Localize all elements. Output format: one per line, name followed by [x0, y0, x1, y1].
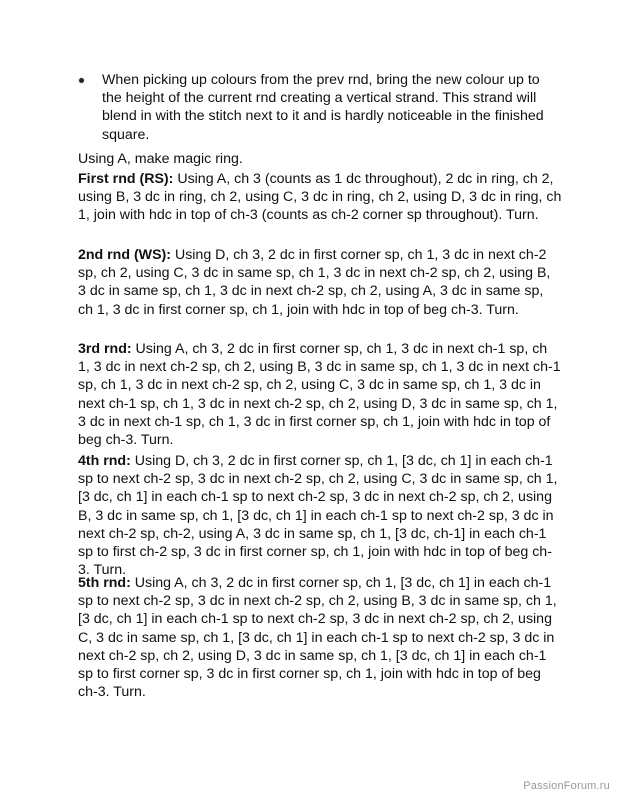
round-3-text: Using A, ch 3, 2 dc in first corner sp, ch 1, 3 dc in next ch-1 sp, ch 1, 3 dc in next ch-2 sp, ch 2, using B, 3 dc in same sp, ch 1, 3 dc in next ch-1 sp, ch 1, 3 dc in next ch-2 sp, ch 2, using C, 3 dc in same sp, ch 1, 3 dc in next ch-1 sp, ch 1, 3 dc in next ch-2 sp, ch 2, using D, 3 dc in same sp, ch 1, 3 dc in next ch-1 sp, ch 1, 3 dc in first corner sp, ch 1, join with hdc in top of beg ch-3. Turn. [78, 341, 561, 449]
round-5-instruction [78, 574, 562, 701]
round-4-text: Using D, ch 3, 2 dc in first corner sp, ch 1, [3 dc, ch 1] in each ch-1 sp to next ch-2 sp, 3 dc in next ch-2 sp, ch 2, using C, 3 dc in same sp, ch 1, [3 dc, ch 1] in each ch-1 sp to next ch-2 sp, 3 dc in next ch-2 sp, ch 2, using B, 3 dc in same sp, ch 1, [3 dc, ch 1] in each ch-1 sp to next ch-2 sp, 3 dc in next ch-2 sp, ch-2, using A, 3 dc in same sp, ch 1, [3 dc, ch-1] in each ch-1 sp to first ch-2 sp, 3 dc in first corner sp, ch 1, join with hdc in top of beg ch-3. Turn. [78, 453, 558, 579]
round-4-instruction [78, 452, 562, 579]
round-3-instruction [78, 340, 562, 449]
intro-instruction: Using A, make magic ring. [78, 151, 243, 167]
round-3-label: 3rd rnd: [78, 341, 132, 357]
round-4-label: 4th rnd: [78, 453, 131, 469]
round-5-label: 5th rnd: [78, 575, 131, 591]
round-2-text: Using D, ch 3, 2 dc in first corner sp, ch 1, 3 dc in next ch-2 sp, ch 2, using C, 3 dc in same sp, ch 1, 3 dc in next ch-2 sp, ch 2, using B, 3 dc in same sp, ch 1, 3 dc in next ch-2 sp, ch 2, using A, 3 dc in same sp, ch 1, 3 dc in first corner sp, ch 1, join with hdc in top of beg ch-3. Turn. [78, 247, 551, 318]
round-1-text: Using A, ch 3 (counts as 1 dc throughout), 2 dc in ring, ch 2, using B, 3 dc in ring, ch 2, using C, 3 dc in ring, ch 2, using D, 3 dc in ring, ch 1, join with hdc in top of ch-3 (counts as ch-2 corner sp throughout). Turn. [78, 171, 562, 224]
round-2-instruction [78, 246, 562, 319]
site-watermark: PassionForum.ru [523, 780, 610, 792]
bullet-note [88, 71, 558, 144]
round-1-instruction [78, 170, 562, 225]
round-5-text: Using A, ch 3, 2 dc in first corner sp, ch 1, [3 dc, ch 1] in each ch-1 sp to next ch-2 sp, 3 dc in next ch-2 sp, ch 2, using B, 3 dc in same sp, ch 1, [3 dc, ch 1] in each ch-1 sp to next ch-2 sp, 3 dc in next ch-2 sp, ch 2, using C, 3 dc in same sp, ch 1, [3 dc, ch 1] in each ch-1 sp to next ch-2 sp, 3 dc in next ch-2 sp, ch 2, using D, 3 dc in same sp, ch 1, [3 dc, ch 1] in each ch-1 sp to first corner sp, 3 dc in first corner sp, ch 1, join with hdc in top of beg ch-3. Turn. [78, 575, 557, 701]
round-1-label: First rnd (RS): [78, 171, 174, 187]
bullet-icon [78, 77, 85, 84]
round-2-label: 2nd rnd (WS): [78, 247, 171, 263]
bullet-note-text: When picking up colours from the prev rnd, bring the new colour up to the height of the current rnd creating a vertical strand. This strand will blend in with the stitch next to it and is hardly noticeable in the finished square. [102, 72, 544, 143]
